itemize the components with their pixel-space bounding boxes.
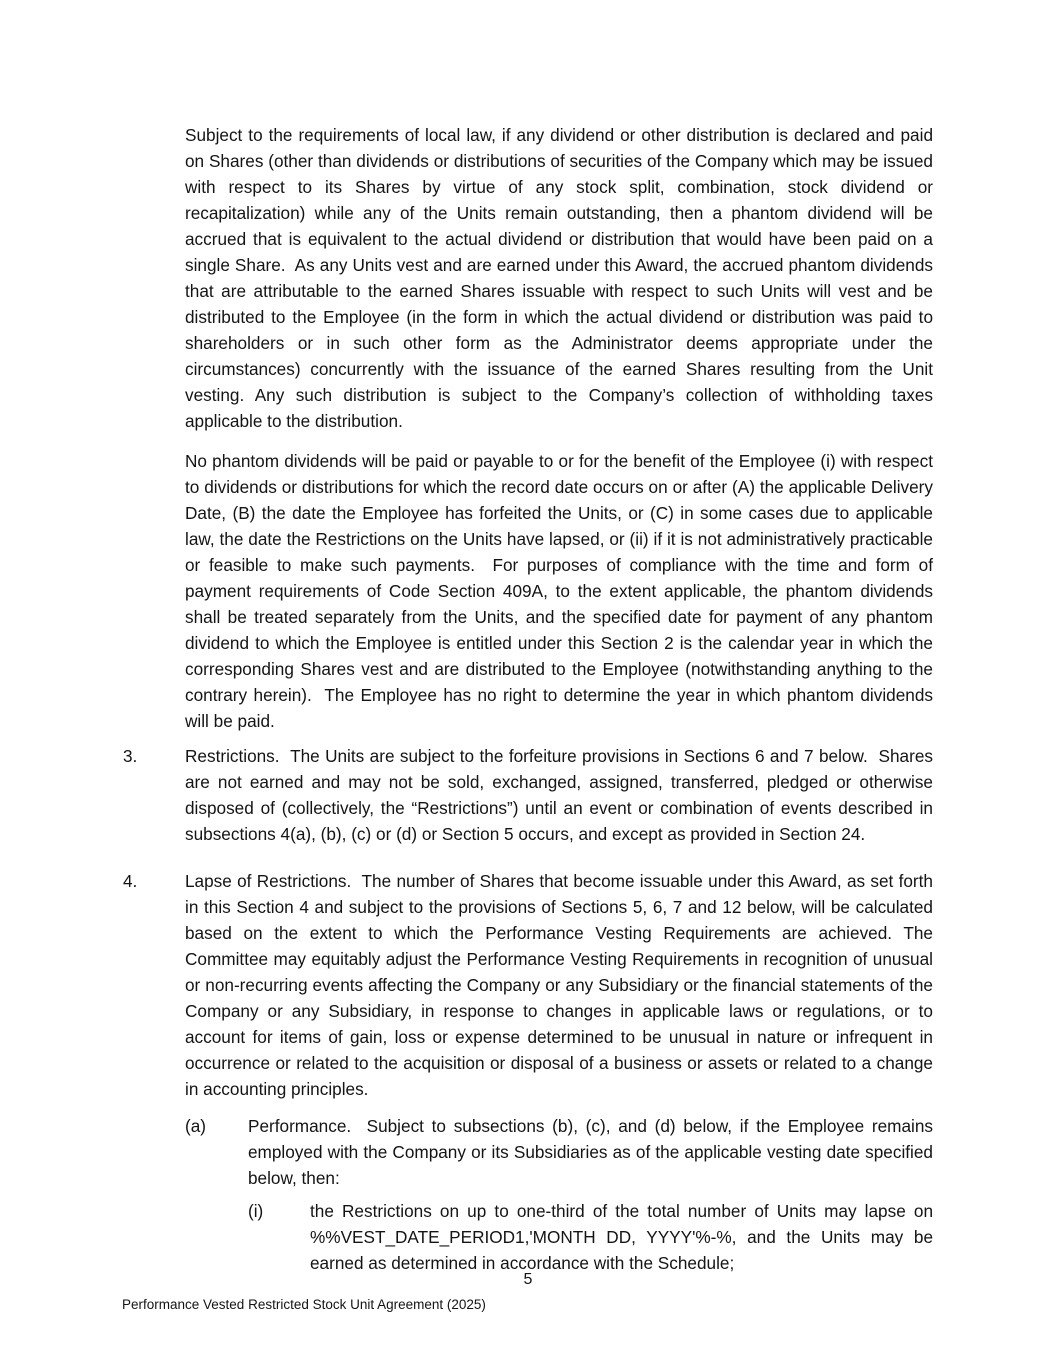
paragraph-phantom-dividend-accrual — [185, 122, 938, 434]
subsection-a-performance — [185, 1113, 938, 1191]
section-number: 3. — [123, 746, 138, 766]
paragraph-text: Subject to the requirements of local law, if any dividend or other distribution is declared and paid on Shares (other than dividends or distributions of securities of the Company which may be issued with respect to its Shares by virtue of any stock split, combination, stock dividend or recapitalization) while any of the Units remain outstanding, then a phantom dividend will be accrued that is equivalent to the actual dividend or distribution that would have been paid on a single Share. As any Units vest and are earned under this Award, the accrued phantom dividends that are attributable to the earned Shares issuable with respect to such Units will vest and be distributed to the Employee (in the form in which the actual dividend or distribution was paid to shareholders or in such other form as the Administrator deems appropriate under the circumstances) concurrently with the issuance of the earned Shares resulting from the Unit vesting. Any such distribution is subject to the Company’s collection of withholding taxes applicable to the distribution. — [185, 125, 938, 431]
section-3-restrictions — [123, 743, 938, 847]
section-4-lapse-of-restrictions — [123, 868, 938, 1102]
paragraph-text: No phantom dividends will be paid or payable to or for the benefit of the Employee (i) with respect to dividends or distributions for which the record date occurs on or after (A) the applicable Delivery Date, (B) the date the Employee has forfeited the Units, or (C) in some cases due to applicable law, the date the Restrictions on the Units have lapsed, or (ii) if it is not administratively practicable or feasible to make such payments. For purposes of compliance with the time and form of payment requirements of Code Section 409A, to the extent applicable, the phantom dividends shall be treated separately from the Units, and the specified date for payment of any phantom dividend to which the Employee is entitled under this Section 2 is the calendar year in which the corresponding Shares vest and are distributed to the Employee (notwithstanding anything to the contrary herein). The Employee has no right to determine the year in which phantom dividends will be paid. — [185, 451, 938, 731]
clause-i-vest-date — [248, 1198, 938, 1276]
subsection-text: Performance. Subject to subsections (b), (c), and (d) below, if the Employee remains employed with the Company or its Subsidiaries as of the applicable vesting date specified below, then: — [248, 1116, 938, 1188]
paragraph-no-phantom-dividends — [185, 448, 938, 734]
clause-text: the Restrictions on up to one-third of the total number of Units may lapse on %%VEST_DATE_PERIOD1,'MONTH DD, YYYY'%-%, and the Units may be earned as determined in accordance with the Schedule; — [310, 1201, 938, 1273]
subsection-label: (a) — [185, 1116, 207, 1136]
section-text: Restrictions. The Units are subject to the forfeiture provisions in Sections 6 and 7 below. Shares are not earned and may not be sold, exchanged, assigned, transferred, pledged or otherwise disposed of (collectively, the “Restrictions”) until an event or combination of events described in subsections 4(a), (b), (c) or (d) or Section 5 occurs, and except as provided in Section 24. — [185, 746, 938, 844]
section-text: Lapse of Restrictions. The number of Shares that become issuable under this Award, as set forth in this Section 4 and subject to the provisions of Sections 5, 6, 7 and 12 below, will be calculated based on the extent to which the Performance Vesting Requirements are achieved. The Committee may equitably adjust the Performance Vesting Requirements in recognition of unusual or non-recurring events affecting the Company or any Subsidiary or the financial statements of the Company or any Subsidiary, in response to changes in applicable laws or regulations, or to account for items of gain, loss or expense determined to be unusual in nature or infrequent in occurrence or related to the acquisition or disposal of a business or assets or related to a change in accounting principles. — [185, 871, 938, 1099]
document-footer: Performance Vested Restricted Stock Unit Agreement (2025) — [122, 1297, 486, 1312]
page-number: 5 — [523, 1271, 533, 1288]
section-number: 4. — [123, 871, 138, 891]
clause-label: (i) — [248, 1201, 264, 1221]
